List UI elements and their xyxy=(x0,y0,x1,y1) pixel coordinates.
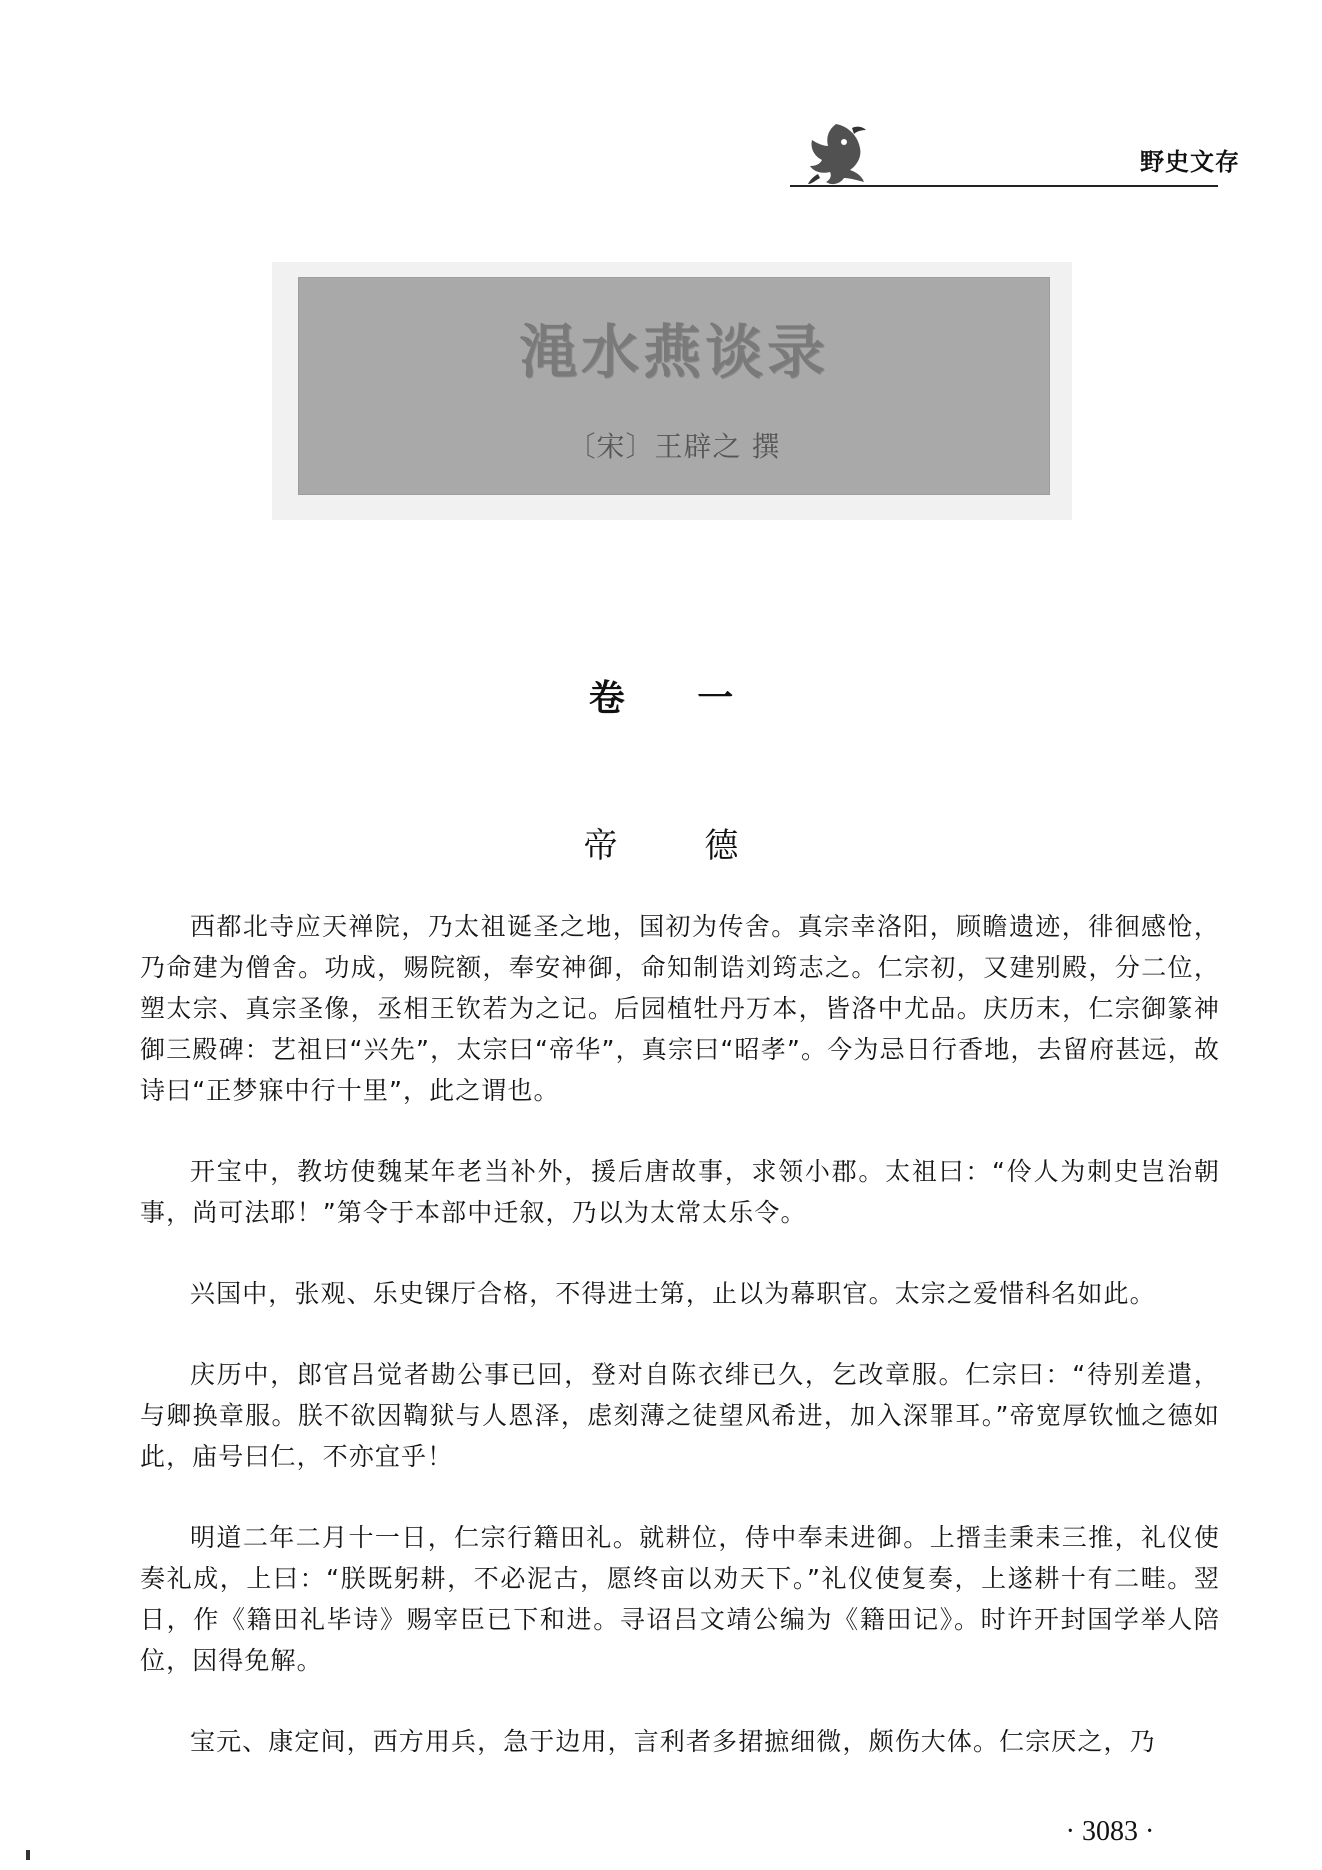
book-title: 渑水燕谈录 xyxy=(518,318,829,386)
paragraph: 庆历中，郎官吕觉者勘公事已回，登对自陈衣绯已久，乞改章服。仁宗曰：“待别差遣，与卿换章服。朕不欲因鞫狱与人恩泽，虑刻薄之徒望风希进，加入深罪耳。”帝宽厚钦恤之德如此，庙号曰仁，不亦宜乎！ xyxy=(140,1360,1220,1471)
book-author: 〔宋〕王辟之 撰 xyxy=(567,430,781,463)
paragraph: 宝元、康定间，西方用兵，急于边用，言利者多捃摭细微，颇伤大体。仁宗厌之，乃 xyxy=(190,1727,1156,1756)
header-rule xyxy=(790,185,1218,187)
paragraph: 开宝中，教坊使魏某年老当补外，援后唐故事，求领小郡。太祖曰：“伶人为刺史岂治朝事，尚可法耶！”第令于本部中迁叙，乃以为太常太乐令。 xyxy=(140,1157,1220,1227)
page-number: · 3083 · xyxy=(1065,1816,1155,1847)
title-box xyxy=(298,277,1050,495)
body-text xyxy=(140,906,1220,1802)
section-heading: 帝 德 xyxy=(583,826,777,866)
volume-heading: 卷 一 xyxy=(588,678,764,719)
scan-mark xyxy=(26,1850,30,1860)
series-title: 野史文存 xyxy=(1140,148,1240,176)
paragraph: 西都北寺应天禅院，乃太祖诞圣之地，国初为传舍。真宗幸洛阳，顾瞻遗迹，徘徊感怆，乃命建为僧舍。功成，赐院额，奉安神御，命知制诰刘筠志之。仁宗初，又建别殿，分二位，塑太宗、真宗圣像，丞相王钦若为之记。后园植牡丹万本，皆洛中尤品。庆历末，仁宗御篆神御三殿碑：艺祖曰“兴先”，太宗曰“帝华”，真宗曰“昭孝”。今为忌日行香地，去留府甚远，故诗曰“正梦寐中行十里”，此之谓也。 xyxy=(140,912,1220,1105)
paragraph: 明道二年二月十一日，仁宗行籍田礼。就耕位，侍中奉耒进御。上搢圭秉耒三推，礼仪使奏礼成，上曰：“朕既躬耕，不必泥古，愿终亩以劝天下。”礼仪使复奏，上遂耕十有二畦。翌日，作《籍田礼毕诗》赐宰臣已下和进。寻诏吕文靖公编为《籍田记》。时许开封国学举人陪位，因得免解。 xyxy=(140,1523,1220,1675)
dragon-emblem-icon xyxy=(800,118,872,190)
paragraph: 兴国中，张观、乐史锞厅合格，不得进士第，止以为幕职官。太宗之爱惜科名如此。 xyxy=(190,1279,1156,1308)
